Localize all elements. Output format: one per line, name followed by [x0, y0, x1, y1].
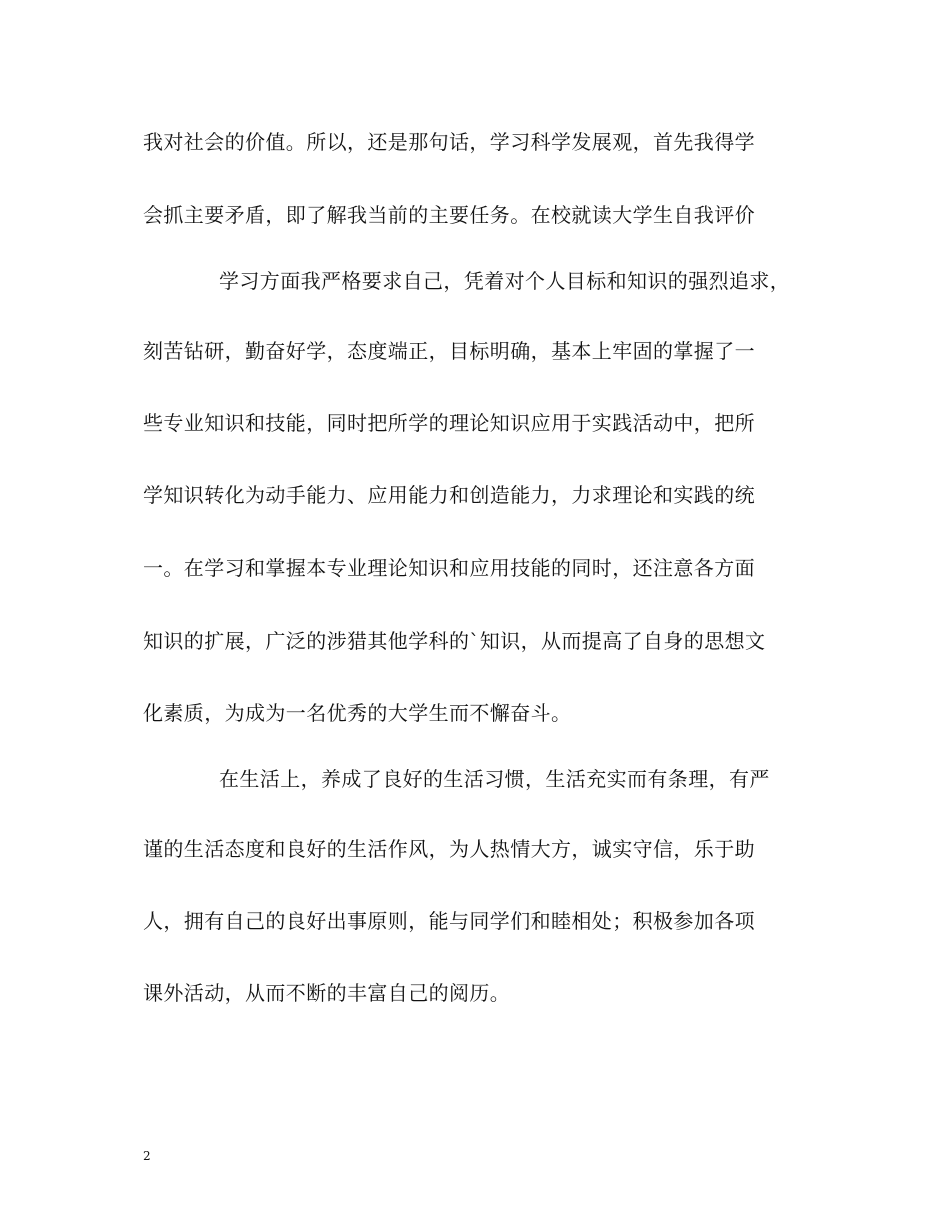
text-line-11: 谨的生活态度和良好的生活作风，为人热情大方，诚实守信，乐于助: [143, 837, 755, 861]
text-line-9: 化素质，为成为一名优秀的大学生而不懈奋斗。: [143, 701, 572, 725]
text-line-1: 我对社会的价值。所以，还是那句话，学习科学发展观，首先我得学: [143, 130, 755, 154]
text-line-3: 学习方面我严格要求自己，凭着对个人目标和知识的强烈追求，: [219, 269, 791, 293]
text-line-13: 课外活动，从而不断的丰富自己的阅历。: [143, 981, 511, 1005]
text-line-6: 学知识转化为动手能力、应用能力和创造能力，力求理论和实践的统: [143, 483, 755, 507]
text-line-4: 刻苦钻研，勤奋好学，态度端正，目标明确，基本上牢固的掌握了一: [143, 339, 755, 363]
text-line-2: 会抓主要矛盾，即了解我当前的主要任务。在校就读大学生自我评价: [143, 203, 755, 227]
text-line-12: 人，拥有自己的良好出事原则，能与同学们和睦相处；积极参加各项: [143, 909, 755, 933]
text-line-5: 些专业知识和技能，同时把所学的理论知识应用于实践活动中，把所: [143, 411, 755, 435]
text-line-8: 知识的扩展，广泛的涉猎其他学科的`知识，从而提高了自身的思想文: [143, 629, 766, 653]
page-number: 2: [143, 1149, 151, 1163]
text-line-10: 在生活上，养成了良好的生活习惯，生活充实而有条理，有严: [219, 767, 770, 791]
text-line-7: 一。在学习和掌握本专业理论知识和应用技能的同时，还注意各方面: [143, 556, 755, 580]
